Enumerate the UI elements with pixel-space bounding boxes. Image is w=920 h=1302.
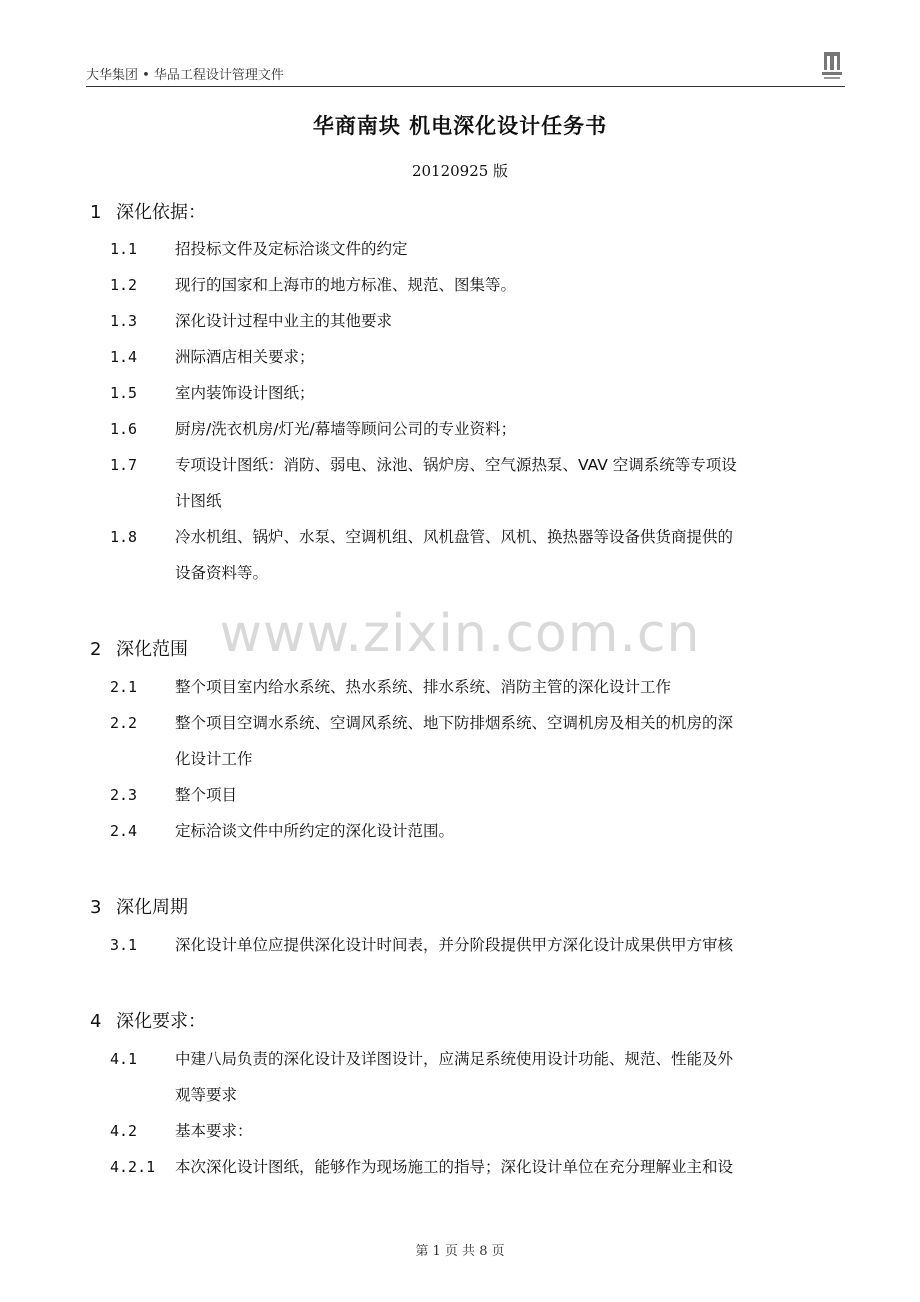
page-header <box>86 62 845 87</box>
item-number: 2.3 <box>110 786 138 804</box>
section-title: 深化依据： <box>116 202 206 223</box>
document-title: 华商南块 机电深化设计任务书 <box>312 114 608 138</box>
item-text: 专项设计图纸：消防、弱电、泳池、锅炉房、空气源热泵、VAV 空调系统等专项设 计图纸 <box>175 456 737 510</box>
watermark: www.zixin.com.cn <box>219 604 701 664</box>
item-number: 3.1 <box>110 936 138 954</box>
item-text: 整个项目空调水系统、空调风系统、地下防排烟系统、空调机房及相关的机房的深 化设计工作 <box>175 714 734 768</box>
item-text: 中建八局负责的深化设计及详图设计，应满足系统使用设计功能、规范、性能及外 观等要求 <box>175 1050 734 1104</box>
item-number: 2.1 <box>110 678 138 696</box>
section-title: 深化要求： <box>116 1011 206 1032</box>
section-number: 4 <box>90 1011 102 1032</box>
item-number: 4.2.1 <box>110 1158 156 1176</box>
item-number: 1.3 <box>110 312 138 330</box>
item-number: 1.5 <box>110 384 138 402</box>
item-number: 1.8 <box>110 528 138 546</box>
section-title: 深化范围 <box>116 639 188 660</box>
item-text: 招投标文件及定标洽谈文件的约定 <box>175 240 408 258</box>
item-number: 1.6 <box>110 420 138 438</box>
item-text: 本次深化设计图纸，能够作为现场施工的指导；深化设计单位在充分理解业主和设 <box>175 1158 734 1176</box>
page-footer: 第 1 页 共 8 页 <box>415 1244 505 1259</box>
item-text: 深化设计过程中业主的其他要求 <box>175 312 393 330</box>
section-4-heading <box>90 1007 206 1033</box>
document-version: 20120925 版 <box>411 162 509 180</box>
section-2-heading <box>90 635 188 661</box>
item-text: 室内装饰设计图纸； <box>175 384 315 402</box>
item-number: 4.2 <box>110 1122 138 1140</box>
section-number: 2 <box>90 639 102 660</box>
section-title: 深化周期 <box>116 897 188 918</box>
item-number: 1.4 <box>110 348 138 366</box>
item-text: 整个项目室内给水系统、热水系统、排水系统、消防主管的深化设计工作 <box>175 678 672 696</box>
item-text: 厨房/洗衣机房/灯光/幕墙等顾问公司的专业资料； <box>175 420 517 438</box>
header-text: 大华集团 • 华品工程设计管理文件 <box>86 68 284 83</box>
item-text: 整个项目 <box>175 786 238 804</box>
item-text: 现行的国家和上海市的地方标准、规范、图集等。 <box>175 276 517 294</box>
item-text: 定标洽谈文件中所约定的深化设计范围。 <box>175 822 455 840</box>
section-number: 3 <box>90 897 102 918</box>
item-number: 1.2 <box>110 276 138 294</box>
item-text: 深化设计单位应提供深化设计时间表，并分阶段提供甲方深化设计成果供甲方审核 <box>175 936 734 954</box>
section-1-heading <box>90 198 206 224</box>
item-number: 2.4 <box>110 822 138 840</box>
item-text: 洲际酒店相关要求； <box>175 348 315 366</box>
section-3-heading <box>90 893 188 919</box>
item-text: 冷水机组、锅炉、水泵、空调机组、风机盘管、风机、换热器等设备供货商提供的 设备资料等。 <box>175 528 734 582</box>
section-number: 1 <box>90 202 102 223</box>
company-logo-icon <box>821 50 843 82</box>
item-text: 基本要求： <box>175 1122 253 1140</box>
item-number: 1.7 <box>110 456 138 474</box>
item-number: 4.1 <box>110 1050 138 1068</box>
item-number: 2.2 <box>110 714 138 732</box>
item-number: 1.1 <box>110 240 138 258</box>
